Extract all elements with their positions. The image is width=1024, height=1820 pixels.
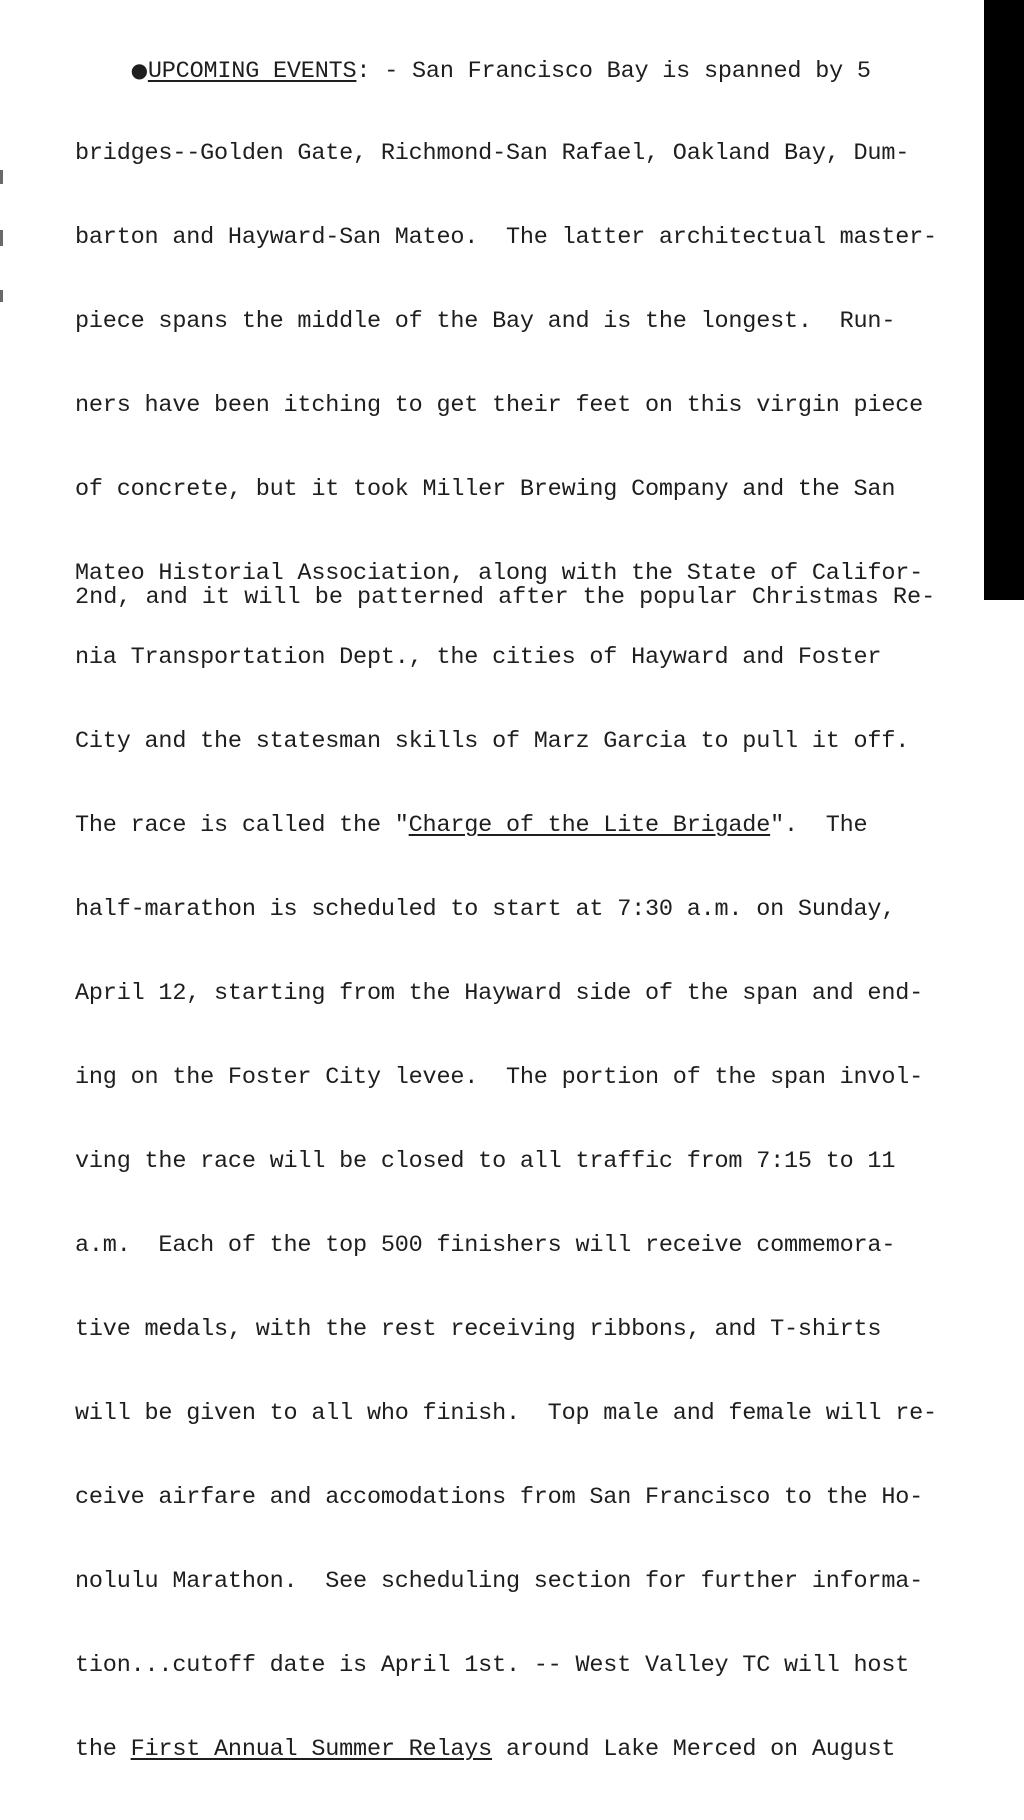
text-line: ceive airfare and accomodations from San Francisco to the Ho- (75, 1484, 924, 1511)
text-line: of concrete, but it took Miller Brewing Company and the San (75, 476, 896, 503)
text-line: the First Annual Summer Relays around Lake Merced on August (75, 1736, 896, 1763)
text-line: ners have been itching to get their feet on this virgin piece (75, 392, 924, 419)
relay-event-name: First Annual Summer Relays (130, 1736, 493, 1763)
text-line: nolulu Marathon. See scheduling section for further informa- (75, 1568, 924, 1595)
text-line: 2nd, and it will be patterned after the popular Christmas Re- (75, 584, 936, 611)
section-heading: UPCOMING EVENTS (147, 58, 357, 85)
text-line: piece spans the middle of the Bay and is the longest. Run- (75, 308, 896, 335)
text-line: April 12, starting from the Hayward side of the span and end- (75, 980, 924, 1007)
bullet-icon: ● (130, 58, 148, 82)
text-line: ing on the Foster City levee. The portion of the span invol- (75, 1064, 924, 1091)
text-line: ving the race will be closed to all traffic from 7:15 to 11 (75, 1148, 896, 1175)
margin-mark (0, 170, 3, 184)
race-name: Charge of the Lite Brigade (408, 812, 771, 839)
text-line: half-marathon is scheduled to start at 7:30 a.m. on Sunday, (75, 896, 896, 923)
text-line: City and the statesman skills of Marz Garcia to pull it off. (75, 728, 910, 755)
text-line: a.m. Each of the top 500 finishers will receive commemora- (75, 1232, 896, 1259)
text-line: will be given to all who finish. Top male and female will re- (75, 1400, 937, 1427)
text-line: ●UPCOMING EVENTS: - San Francisco Bay is spanned by 5 (130, 58, 871, 85)
cut-off-text-line (75, 584, 975, 611)
margin-mark (0, 230, 3, 246)
text-line: barton and Hayward-San Mateo. The latter architectual master- (75, 224, 937, 251)
text-line: bridges--Golden Gate, Richmond-San Rafael, Oakland Bay, Dum- (75, 140, 910, 167)
text-line: tive medals, with the rest receiving ribbons, and T-shirts (75, 1316, 882, 1343)
text-line: nia Transportation Dept., the cities of Hayward and Foster (75, 644, 882, 671)
upcoming-events-paragraph (75, 0, 975, 1820)
scan-edge-bar (984, 0, 1024, 600)
text-line: Mateo Historial Association, along with the State of Califor- (75, 560, 924, 587)
margin-mark (0, 290, 3, 302)
text-line: tion...cutoff date is April 1st. -- West Valley TC will host (75, 1652, 910, 1679)
text-line: The race is called the "Charge of the Lite Brigade". The (75, 812, 868, 839)
